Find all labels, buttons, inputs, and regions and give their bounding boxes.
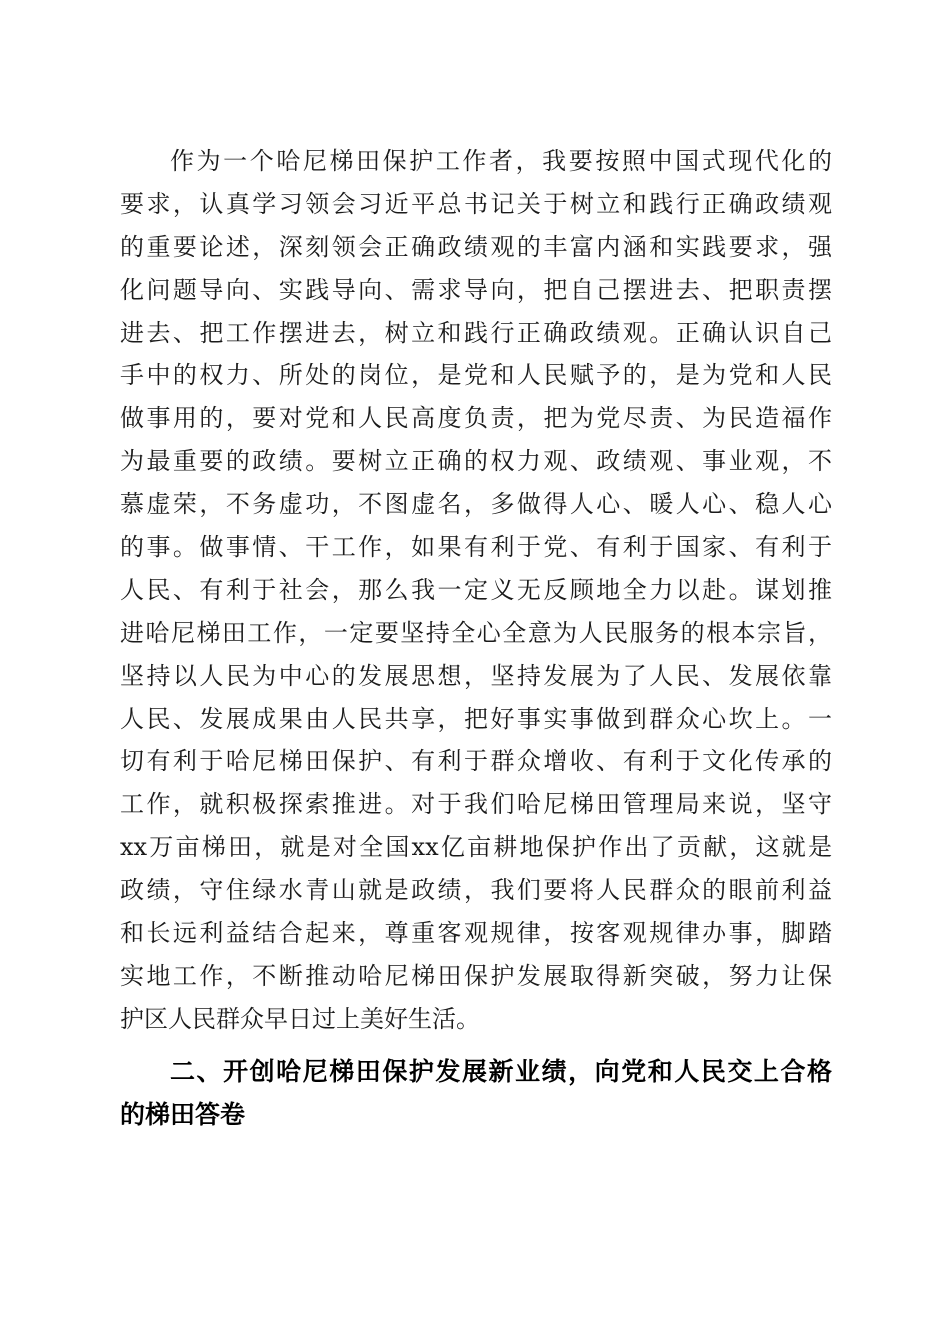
paragraph-line: 人民、有利于社会，那么我一定义无反顾地全力以赴。谋划推 <box>120 575 832 604</box>
paragraph-line: 工作，就积极探索推进。对于我们哈尼梯田管理局来说，坚守 <box>120 790 832 819</box>
heading-line: 的梯田答卷 <box>120 1099 246 1129</box>
paragraph-line: 人民、发展成果由人民共享，把好事实事做到群众心坎上。一 <box>120 704 832 733</box>
paragraph-line: 要求，认真学习领会习近平总书记关于树立和践行正确政绩观 <box>120 189 832 218</box>
section-heading <box>120 1051 832 1137</box>
paragraph-line: 政绩，守住绿水青山就是政绩，我们要将人民群众的眼前利益 <box>120 876 832 905</box>
paragraph-line: 进去、把工作摆进去，树立和践行正确政绩观。正确认识自己 <box>120 318 832 347</box>
paragraph-line: 作为一个哈尼梯田保护工作者，我要按照中国式现代化的 <box>170 147 832 175</box>
paragraph-line: 实地工作，不断推动哈尼梯田保护发展取得新突破，努力让保 <box>120 961 832 990</box>
paragraph-line: 坚持以人民为中心的发展思想，坚持发展为了人民、发展依靠 <box>120 661 832 690</box>
paragraph-line: 护区人民群众早日过上美好生活。 <box>120 1004 480 1033</box>
paragraph-line: 慕虚荣，不务虚功，不图虚名，多做得人心、暖人心、稳人心 <box>120 490 832 519</box>
document-body <box>120 140 832 1136</box>
paragraph-line: 化问题导向、实践导向、需求导向，把自己摆进去、把职责摆 <box>120 275 832 304</box>
paragraph-line: 做事用的，要对党和人民高度负责，把为党尽责、为民造福作 <box>120 404 832 433</box>
paragraph-line: 进哈尼梯田工作，一定要坚持全心全意为人民服务的根本宗旨， <box>120 618 832 647</box>
paragraph-line: 和长远利益结合起来，尊重客观规律，按客观规律办事，脚踏 <box>120 919 832 948</box>
paragraph-line: 手中的权力、所处的岗位，是党和人民赋予的，是为党和人民 <box>120 361 832 390</box>
heading-line: 二、开创哈尼梯田保护发展新业绩，向党和人民交上合格 <box>170 1056 832 1086</box>
paragraph-line: 切有利于哈尼梯田保护、有利于群众增收、有利于文化传承的 <box>120 747 832 776</box>
paragraph-line: xx万亩梯田，就是对全国xx亿亩耕地保护作出了贡献，这就是 <box>120 833 832 862</box>
body-paragraph <box>120 140 832 1041</box>
paragraph-line: 为最重要的政绩。要树立正确的权力观、政绩观、事业观，不 <box>120 447 832 476</box>
paragraph-line: 的事。做事情、干工作，如果有利于党、有利于国家、有利于 <box>120 533 832 562</box>
paragraph-line: 的重要论述，深刻领会正确政绩观的丰富内涵和实践要求，强 <box>120 232 832 261</box>
